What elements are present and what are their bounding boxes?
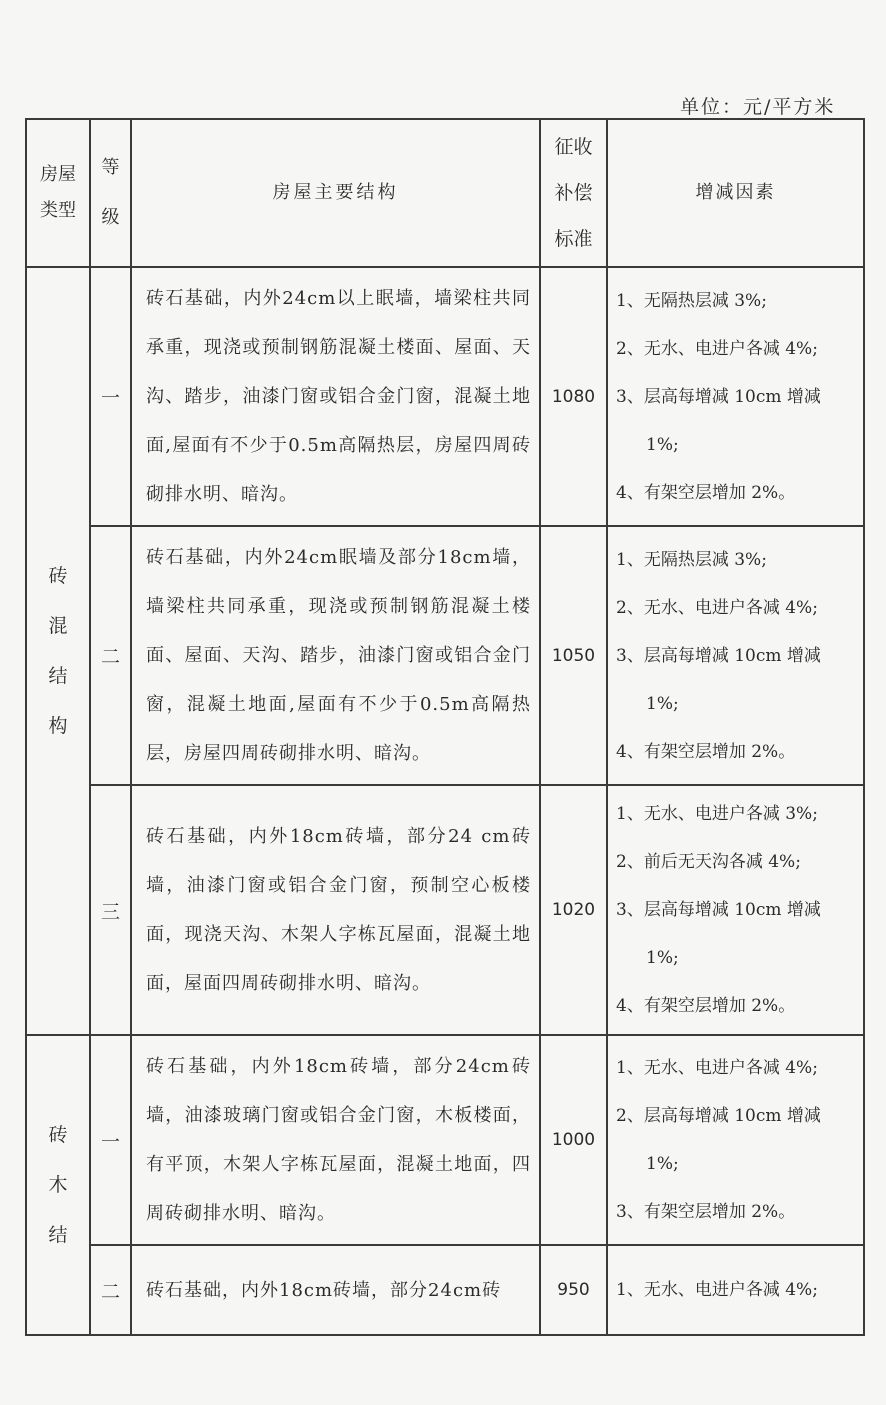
factor-line: 1、无水、电进户各减 3%; [616,804,818,824]
grade-cell: 二 [90,1245,131,1335]
grade-cell: 一 [90,267,131,526]
factors-cell [607,526,864,785]
structure-cell: 砖石基础，内外18cm砖墙，部分24 cm砖墙，油漆门窗或铝合金门窗，预制空心板楼面，现浇天沟、木架人字栋瓦屋面，混凝土地面，屋面四周砖砌排水明、暗沟。 [131,785,540,1035]
table-row [26,526,864,785]
factor-line: 1%; [646,434,679,455]
standard-cell: 950 [540,1245,607,1335]
factor-line: 1%; [646,693,679,714]
factor-line: 4、有架空层增加 2%。 [616,741,796,762]
factors-cell [607,785,864,1035]
grade-cell: 二 [90,526,131,785]
standard-cell: 1020 [540,785,607,1035]
house-type-brick-wood: 砖 木 结 [26,1035,90,1335]
factor-line: 3、有架空层增加 2%。 [616,1202,796,1222]
standard-cell: 1080 [540,267,607,526]
factors-cell [607,1245,864,1335]
table-row [26,785,864,1035]
grade-cell: 三 [90,785,131,1035]
structure-cell: 砖石基础，内外24cm眠墙及部分18cm墙，墙梁柱共同承重，现浇或预制钢筋混凝土楼面、屋面、天沟、踏步，油漆门窗或铝合金门窗，混凝土地面,屋面有不少于0.5m高隔热层，房屋四周砖砌排水明、暗沟。 [131,526,540,785]
table-row [26,1035,864,1245]
factor-line: 4、有架空层增加 2%。 [616,482,796,503]
header-standard: 征收 补偿 标准 [540,119,607,267]
structure-cell: 砖石基础，内外18cm砖墙，部分24cm砖 [131,1245,540,1335]
factor-line: 3、层高每增减 10cm 增减 [616,900,821,920]
compensation-table [25,118,865,1336]
header-grade: 等 级 [90,119,131,267]
factor-line: 2、无水、电进户各减 4%; [616,597,818,618]
header-house-type: 房屋 类型 [26,119,90,267]
factor-line: 3、层高每增减 10cm 增减 [616,386,821,407]
structure-cell: 砖石基础，内外18cm砖墙，部分24cm砖墙，油漆玻璃门窗或铝合金门窗，木板楼面，有平顶，木架人字栋瓦屋面，混凝土地面，四周砖砌排水明、暗沟。 [131,1035,540,1245]
factor-line: 1、无隔热层减 3%; [616,290,767,311]
unit-label: 单位：元/平方米 [680,96,836,118]
table-row [26,1245,864,1335]
factor-line: 1%; [646,948,679,968]
house-type-brick-concrete: 砖 混 结 构 [26,267,90,1035]
header-structure: 房屋主要结构 [131,119,540,267]
factor-line: 2、层高每增减 10cm 增减 [616,1106,821,1126]
standard-cell: 1000 [540,1035,607,1245]
factor-line: 4、有架空层增加 2%。 [616,996,796,1016]
factor-line: 1、无水、电进户各减 4%; [616,1280,818,1300]
factors-cell [607,1035,864,1245]
grade-cell: 一 [90,1035,131,1245]
factor-line: 1%; [646,1154,679,1174]
factor-line: 2、无水、电进户各减 4%; [616,338,818,359]
factors-cell [607,267,864,526]
header-row [26,119,864,267]
factor-line: 2、前后无天沟各减 4%; [616,852,801,872]
factor-line: 1、无水、电进户各减 4%; [616,1058,818,1078]
table-row [26,267,864,526]
structure-cell: 砖石基础，内外24cm以上眠墙，墙梁柱共同承重，现浇或预制钢筋混凝土楼面、屋面、天沟、踏步，油漆门窗或铝合金门窗，混凝土地面,屋面有不少于0.5m高隔热层，房屋四周砖砌排水明、暗沟。 [131,267,540,526]
standard-cell: 1050 [540,526,607,785]
factor-line: 3、层高每增减 10cm 增减 [616,645,821,666]
factor-line: 1、无隔热层减 3%; [616,549,767,570]
header-factors: 增减因素 [607,119,864,267]
